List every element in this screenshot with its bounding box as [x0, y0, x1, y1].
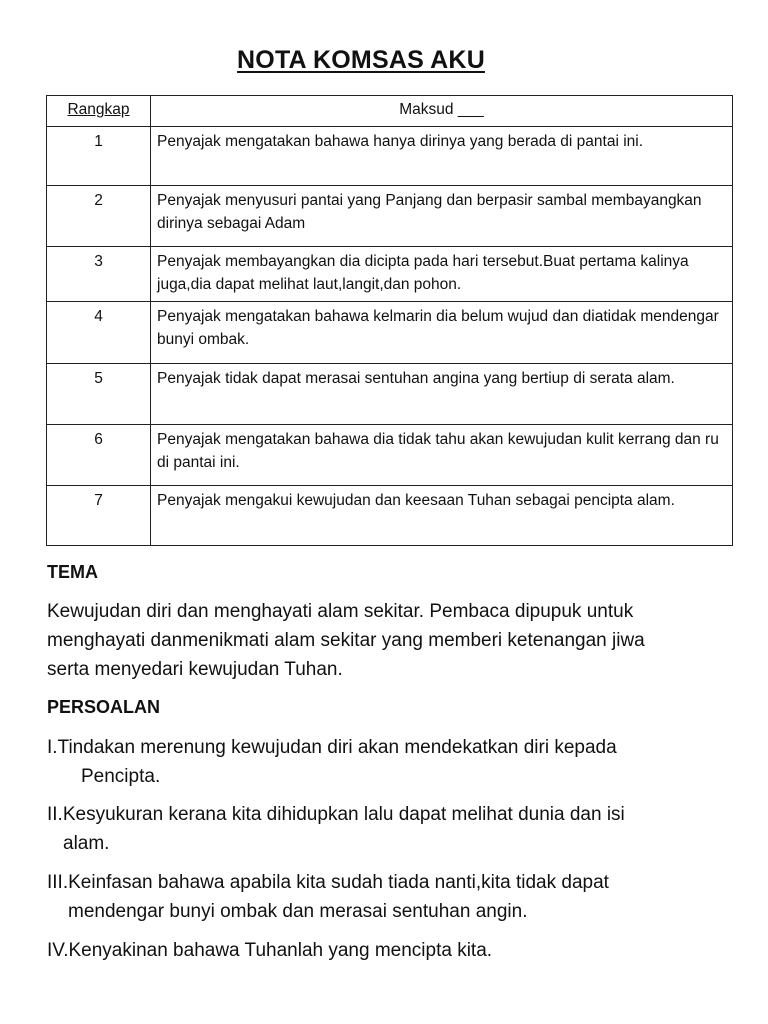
header-maksud: Maksud ___: [151, 96, 733, 127]
table-row: [47, 127, 733, 186]
persoalan-item-text: I.Tindakan merenung kewujudan diri akan mendekatkan diri kepada: [47, 737, 617, 758]
maksud-text: Penyajak mengakui kewujudan dan keesaan Tuhan sebagai pencipta alam.: [151, 486, 733, 546]
tema-paragraph: [47, 597, 747, 684]
rangkap-number: 4: [47, 302, 151, 364]
persoalan-item-text: IV.Kenyakinan bahawa Tuhanlah yang mencipta kita.: [47, 940, 493, 961]
table-row: [47, 425, 733, 486]
persoalan-item: [47, 800, 747, 858]
persoalan-heading: PERSOALAN: [47, 697, 161, 717]
persoalan-item-continuation: Pencipta.: [81, 766, 161, 787]
nota-table: [46, 95, 733, 546]
page-title: NOTA KOMSAS AKU: [237, 46, 485, 74]
rangkap-number: 6: [47, 425, 151, 486]
table-row: [47, 247, 733, 302]
table-header-row: [47, 96, 733, 127]
rangkap-number: 1: [47, 127, 151, 186]
table-row: [47, 364, 733, 425]
maksud-text: Penyajak membayangkan dia dicipta pada hari tersebut.Buat pertama kalinya juga,dia dapat melihat laut,langit,dan pohon.: [151, 247, 733, 302]
persoalan-item: [47, 733, 747, 791]
maksud-text: Penyajak tidak dapat merasai sentuhan angina yang bertiup di serata alam.: [151, 364, 733, 425]
table-row: [47, 486, 733, 546]
rangkap-number: 3: [47, 247, 151, 302]
persoalan-item-continuation: mendengar bunyi ombak dan merasai sentuhan angin.: [68, 901, 528, 922]
tema-heading: TEMA: [47, 562, 98, 582]
rangkap-number: 5: [47, 364, 151, 425]
tema-line: Kewujudan diri dan menghayati alam sekitar. Pembaca dipupuk untuk: [47, 601, 634, 622]
tema-line: serta menyedari kewujudan Tuhan.: [47, 659, 343, 680]
maksud-text: Penyajak mengatakan bahawa hanya dirinya yang berada di pantai ini.: [151, 127, 733, 186]
persoalan-item: [47, 868, 747, 926]
persoalan-item-text: II.Kesyukuran kerana kita dihidupkan lalu dapat melihat dunia dan isi: [47, 804, 625, 825]
maksud-text: Penyajak menyusuri pantai yang Panjang dan berpasir sambal membayangkan dirinya sebagai Adam: [151, 186, 733, 247]
persoalan-item-continuation: alam.: [63, 833, 110, 854]
rangkap-number: 2: [47, 186, 151, 247]
tema-line: menghayati danmenikmati alam sekitar yang memberi ketenangan jiwa: [47, 630, 645, 651]
maksud-text: Penyajak mengatakan bahawa dia tidak tahu akan kewujudan kulit kerrang dan ru di pantai ini.: [151, 425, 733, 486]
persoalan-item-text: III.Keinfasan bahawa apabila kita sudah tiada nanti,kita tidak dapat: [47, 872, 609, 893]
header-rangkap: Rangkap: [47, 96, 151, 127]
table-row: [47, 302, 733, 364]
table-row: [47, 186, 733, 247]
maksud-text: Penyajak mengatakan bahawa kelmarin dia belum wujud dan diatidak mendengar bunyi ombak.: [151, 302, 733, 364]
persoalan-item: [47, 936, 747, 965]
rangkap-number: 7: [47, 486, 151, 546]
